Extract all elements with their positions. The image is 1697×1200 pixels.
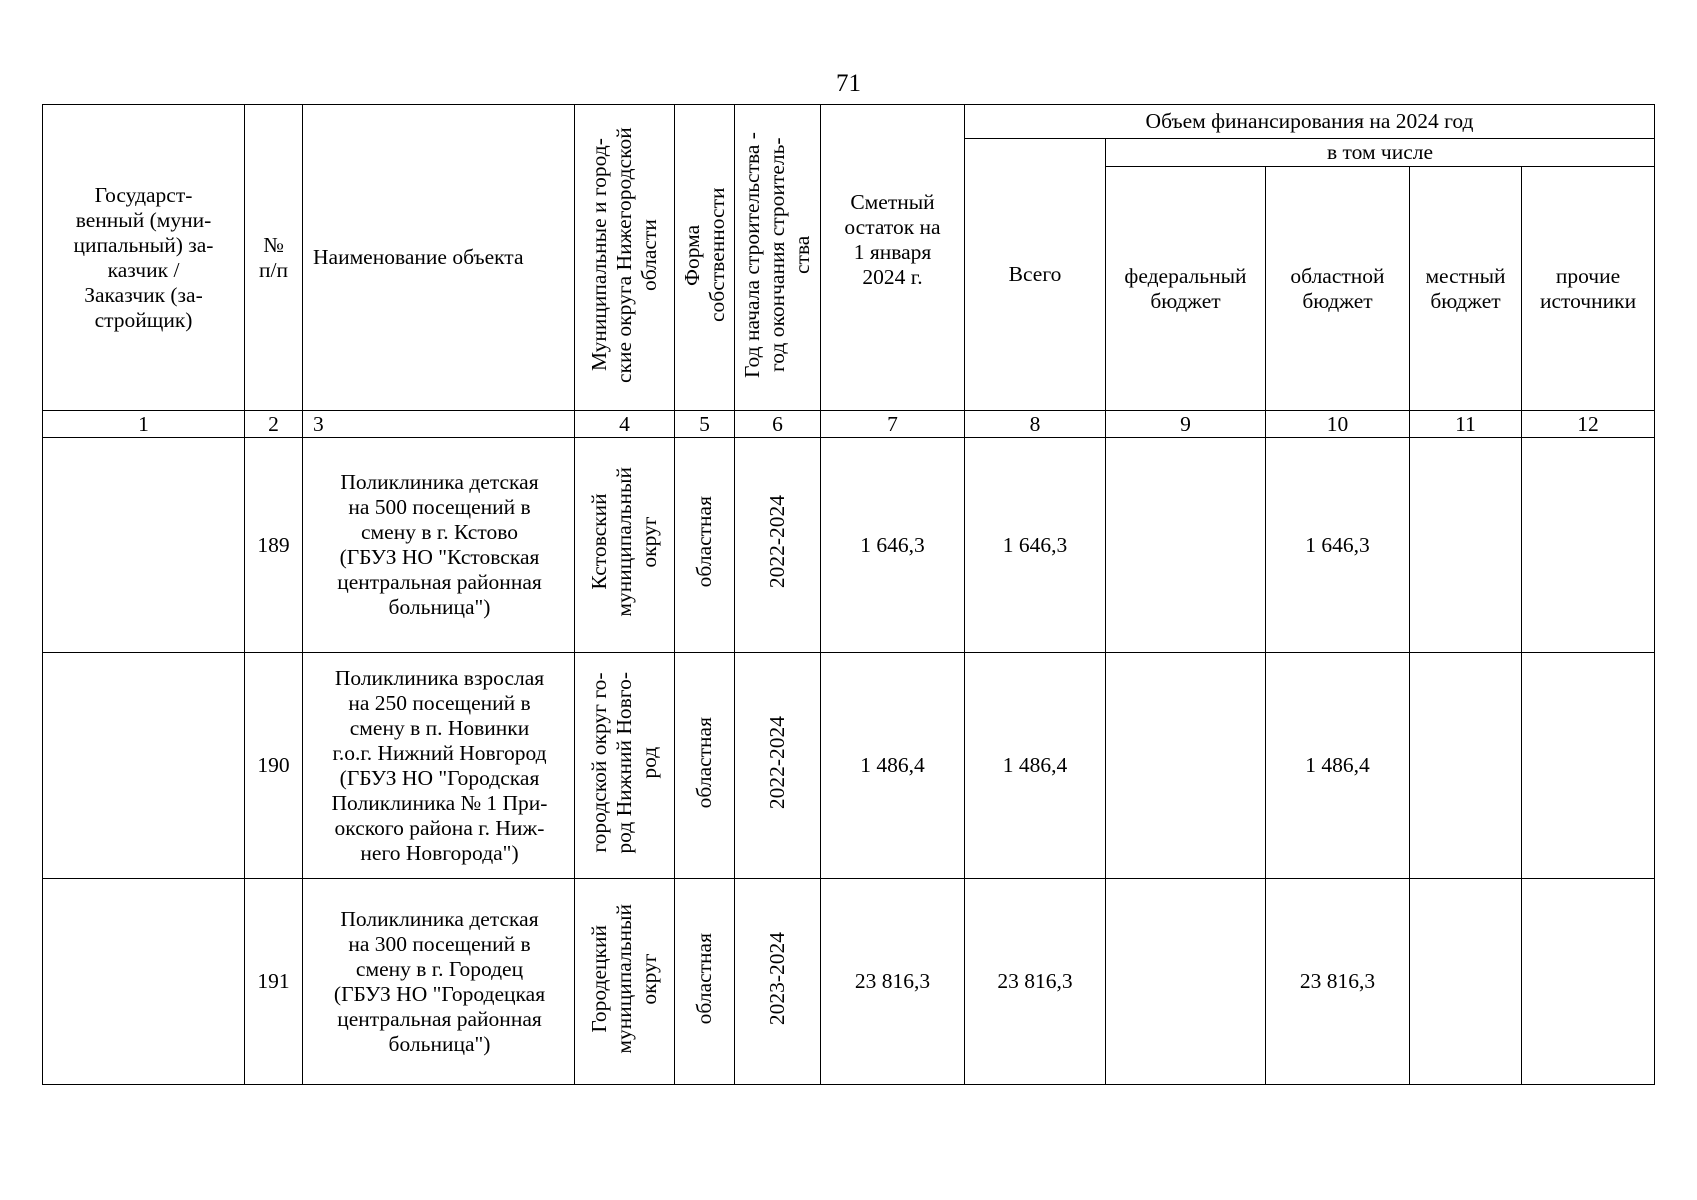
cell-municipality-text: городской округ го- род Нижний Новго- род	[587, 671, 661, 854]
cell-municipality-text: Городецкий муниципальный округ	[587, 903, 661, 1054]
column-number: 8	[965, 411, 1106, 438]
cell-number: 191	[245, 879, 303, 1085]
header-local	[1410, 167, 1522, 411]
column-number: 5	[675, 411, 735, 438]
header-number	[245, 105, 303, 411]
cell-object-name	[303, 653, 575, 879]
cell-total: 1 646,3	[965, 438, 1106, 653]
header-number-text: № п/п	[259, 232, 288, 282]
column-number: 4	[575, 411, 675, 438]
header-estimate-balance	[821, 105, 965, 411]
column-number: 12	[1522, 411, 1655, 438]
header-municipality-text: Муниципальные и город- ские округа Нижегородской области	[587, 126, 661, 383]
header-regional	[1266, 167, 1410, 411]
header-financing-title-text: Объем финансирования на 2024 год	[1145, 109, 1474, 133]
cell-other	[1522, 438, 1655, 653]
header-years-text: Год начала строительства - год окончания строитель- ства	[740, 131, 814, 378]
cell-estimate-balance: 23 816,3	[821, 879, 965, 1085]
cell-municipality	[575, 438, 675, 653]
header-regional-text: областной бюджет	[1290, 263, 1385, 313]
header-customer-text: Государст- венный (муни- ципальный) за- казчик / Заказчик (за- стройщик)	[73, 182, 214, 332]
header-estimate-balance-text: Сметный остаток на 1 января 2024 г.	[844, 189, 941, 289]
cell-years-text: 2022-2024	[765, 495, 789, 589]
cell-regional: 23 816,3	[1266, 879, 1410, 1085]
column-number: 11	[1410, 411, 1522, 438]
cell-local	[1410, 653, 1522, 879]
cell-municipality	[575, 879, 675, 1085]
cell-ownership	[675, 879, 735, 1085]
cell-federal	[1106, 879, 1266, 1085]
cell-total: 23 816,3	[965, 879, 1106, 1085]
cell-regional: 1 486,4	[1266, 653, 1410, 879]
header-ownership-text: Форма собственности	[679, 187, 729, 322]
cell-customer	[43, 653, 245, 879]
cell-years-text: 2022-2024	[765, 715, 789, 810]
header-total	[965, 139, 1106, 411]
column-numbers-row	[43, 411, 1655, 438]
header-other-text: прочие источники	[1539, 263, 1637, 313]
cell-municipality-text: Кстовский муниципальный округ	[587, 467, 661, 617]
cell-years-text: 2023-2024	[765, 931, 789, 1026]
page-number: 71	[836, 70, 861, 97]
header-years	[735, 105, 821, 411]
cell-estimate-balance: 1 646,3	[821, 438, 965, 653]
header-object-name	[303, 105, 575, 411]
header-total-text: Всего	[1008, 262, 1062, 286]
header-customer	[43, 105, 245, 411]
table-row	[43, 438, 1655, 653]
table-row	[43, 653, 1655, 879]
header-local-text: местный бюджет	[1425, 263, 1506, 313]
column-number: 9	[1106, 411, 1266, 438]
column-number: 3	[303, 411, 575, 438]
column-number: 10	[1266, 411, 1410, 438]
cell-local	[1410, 879, 1522, 1085]
header-municipality	[575, 105, 675, 411]
header-other	[1522, 167, 1655, 411]
cell-other	[1522, 653, 1655, 879]
cell-ownership-text: областная	[692, 496, 716, 588]
header-object-name-text: Наименование объекта	[313, 245, 524, 269]
cell-regional: 1 646,3	[1266, 438, 1410, 653]
cell-total: 1 486,4	[965, 653, 1106, 879]
cell-federal	[1106, 653, 1266, 879]
cell-customer	[43, 879, 245, 1085]
cell-estimate-balance: 1 486,4	[821, 653, 965, 879]
header-ownership	[675, 105, 735, 411]
cell-ownership	[675, 438, 735, 653]
cell-years	[735, 879, 821, 1085]
financing-table	[42, 104, 1655, 1085]
table-row	[43, 879, 1655, 1085]
cell-ownership-text: областная	[692, 932, 716, 1025]
header-federal	[1106, 167, 1266, 411]
cell-object-name	[303, 438, 575, 653]
cell-local	[1410, 438, 1522, 653]
cell-other	[1522, 879, 1655, 1085]
column-number: 7	[821, 411, 965, 438]
header-including-text: в том числе	[1326, 140, 1434, 164]
cell-federal	[1106, 438, 1266, 653]
header-including	[1106, 139, 1655, 167]
cell-object-name-text: Поликлиника детская на 500 посещений в смену в г. Кстово (ГБУЗ НО "Кстовская центральная районная больница")	[337, 470, 542, 619]
cell-number: 189	[245, 438, 303, 653]
header-federal-text: федеральный бюджет	[1124, 263, 1247, 313]
column-number: 6	[735, 411, 821, 438]
cell-object-name	[303, 879, 575, 1085]
cell-ownership	[675, 653, 735, 879]
cell-object-name-text: Поликлиника детская на 300 посещений в смену в г. Городец (ГБУЗ НО "Городецкая центральная районная больница")	[333, 906, 546, 1056]
cell-object-name-text: Поликлиника взрослая на 250 посещений в смену в п. Новинки г.о.г. Нижний Новгород (ГБУЗ НО "Городская Поликлиника № 1 При- окского района г. Ниж- него Новгорода")	[331, 665, 548, 865]
cell-customer	[43, 438, 245, 653]
cell-years	[735, 438, 821, 653]
cell-ownership-text: областная	[692, 716, 716, 809]
cell-municipality	[575, 653, 675, 879]
column-number: 1	[43, 411, 245, 438]
header-financing-title	[965, 105, 1655, 139]
cell-years	[735, 653, 821, 879]
cell-number: 190	[245, 653, 303, 879]
column-number: 2	[245, 411, 303, 438]
